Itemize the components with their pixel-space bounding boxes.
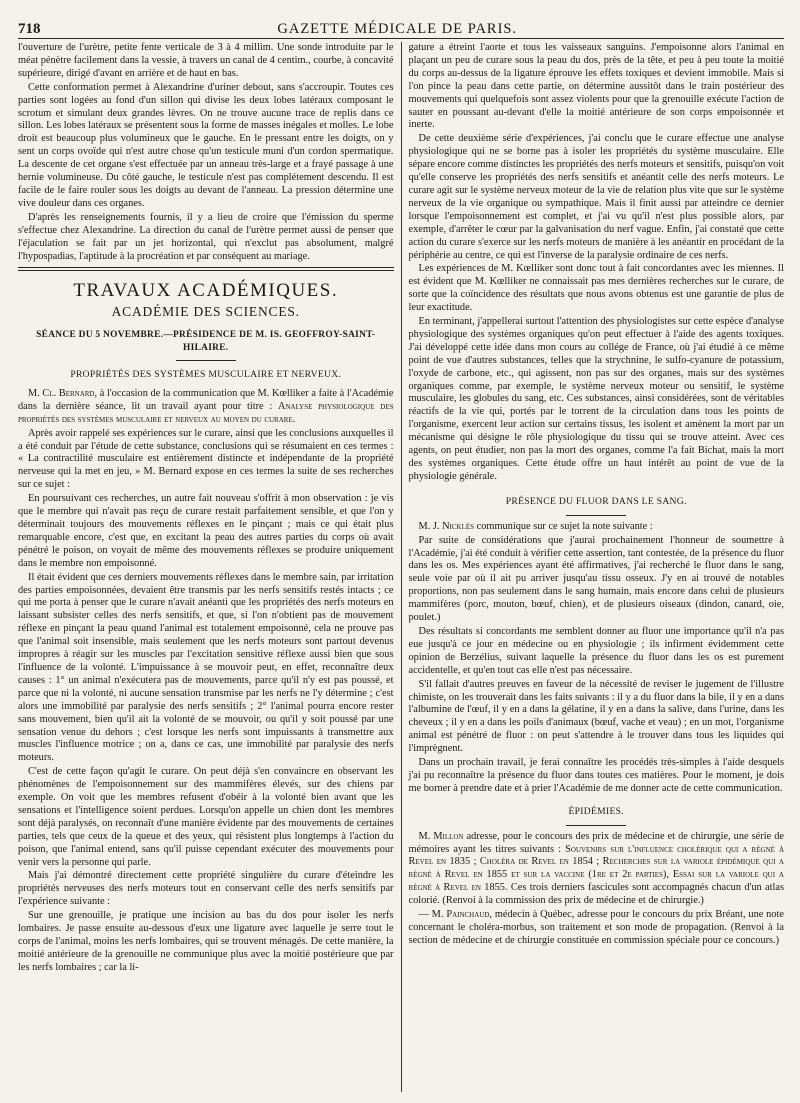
paragraph: Dans un prochain travail, je ferai connaître les procédés très-simples à l'aide desquels j'ai pu reconnaître la présence du fluor dans toutes ces matières. Pour le moment, je dois me borner à prendre date et à prier l'Académie de me donner acte de cette communication.	[408, 757, 784, 794]
author-name: M. Millon	[418, 830, 464, 842]
paragraph-text: — M.	[418, 909, 447, 921]
short-rule	[566, 825, 626, 826]
two-column-body	[18, 42, 784, 1092]
section-rule-thin	[18, 270, 394, 271]
paragraph-text: , médecin à Québec, adresse pour le concours du prix Bréant, une note concernant le choléra-morbus, son traitement et son mode de propagation. (Renvoi à la section de médecine et de chirurgie constituée en commission spéciale pour ce concours.)	[408, 909, 784, 946]
short-rule	[566, 515, 626, 516]
paragraph: Après avoir rappelé ses expériences sur le curare, ainsi que les conclusions auxquelles il a été conduit par l'étude de cette substance, conclusions qui se résumaient en ces termes : « La contractilité musculaire est entièrement distincte et indépendante de la propriété nerveuse qui la met en jeu, » M. Bernard expose en ces termes la suite de ses recherches sur ce sujet :	[18, 427, 394, 491]
paragraph: l'ouverture de l'urètre, petite fente verticale de 3 à 4 millim. Une sonde introduite par le méat pénètre facilement dans la vessie, à travers un canal de 4 centim., courbe, à concavité supérieure, dirigé d'avant en arrière et de haut en bas.	[18, 42, 394, 79]
paragraph: gature a étreint l'aorte et tous les vaisseaux sanguins. J'empoisonne alors l'animal en plaçant un peu de curare sous la peau du dos, près de la tête, et peu à peu toute la moitié du corps au-dessus de la ligature éprouve les effets toxiques et devient immobile. Mais si l'on pince la peau dans cette partie, on détermine aussitôt dans le train postérieur des mouvements qui quelquefois sont assez violents pour que la grenouille exécute l'action de sauter en poussant au-devant d'elle la moitié antérieure de son corps empoisonnée et inerte.	[408, 42, 784, 131]
short-rule	[176, 360, 236, 361]
paragraph: En terminant, j'appellerai surtout l'attention des physiologistes sur cette espèce d'analyse physiologique des systèmes organiques qu'on peut effectuer à l'aide des agents toxiques. J'ai développé cette idée dans mon cours au collége de France, où j'ai étudié à ce même point de vue d'autres substances, telles que la strychnine, le sulfo-cyanure de potassium, l'oxyde de carbone, etc., qui agissent, non pas sur des organes, mais sur des systèmes organiques comme, par exemple, le système nerveux moteur ou sensitif, le système musculaire, les globules du sang, etc. Ces substances, ainsi considérées, sont de véritables réactifs de la vie qui, portés par le torrent de la circulation dans tous les points de l'organisme, exercent leur action sur certains tissus, les isolent et amènent la mort par un mécanisme qui désigne le rôle physiologique du tissu qui se trouve atteint. Avec ces agents, on peut étudier, non pas la mort des organes, comme l'a fait Bichat, mais la mort des systèmes organiques. Cette étude offre un haut intérêt au point de vue de la physiologie générale.	[408, 316, 784, 482]
paragraph: Il était évident que ces derniers mouvements réflexes dans le membre sain, par irritation des parties empoisonnées, devaient être transmis par les nerfs sensitifs restés intacts ; ce qui me porta à penser que le curare n'avait anéanti que les propriétés des nerfs moteurs en laissant subsister celles des nerfs sensitifs, et que, si l'on n'obtient pas de mouvement réflexe en pinçant la peau quand l'animal est totalement empoisonné, cela ne prouve pas que l'animal soit insensible, mais seulement que les nerfs moteurs sont partout devenus impropres à réagir sur les muscles par l'excitation sensitive réflexe aussi bien que sous l'influence de la volonté. L'impuissance à se mouvoir peut, en effet, reconnaître deux causes : 1° un animal n'exécutera pas de mouvements, parce qu'il n'y est pas poussé, et parce que ni la volonté, ni aucune sensation transmise par les nerfs ne l'y détermine ; c'est alors une immobilité par paralysie des nerfs sensitifs ; 2° l'animal pourra encore rester sans mouvement, bien qu'il ait la volonté de se mouvoir, ou qu'il y soit poussé par une sensation venue du dehors ; c'est lorsque les nerfs sont impuissants à transmettre aux muscles l'influence motrice ; on a, dans ce cas, une immobilité par paralysie des nerfs moteurs.	[18, 571, 394, 764]
author-name: M. J. Nicklès	[418, 520, 475, 532]
right-column	[401, 42, 785, 1092]
section-heading: TRAVAUX ACADÉMIQUES.	[73, 280, 339, 302]
work-title: Analyse physiologique des propriétés des systèmes musculaire et nerveux au moyen du curare.	[18, 400, 394, 425]
paragraph-text: communique sur ce sujet la note suivante :	[474, 520, 653, 532]
author-name: M. Cl. Bernard	[28, 387, 95, 399]
article-title: PRÉSENCE DU FLUOR DANS LE SANG.	[505, 495, 687, 507]
paragraph: Sur une grenouille, je pratique une incision au bas du dos pour isoler les nerfs lombaires. Je passe ensuite au-dessous d'eux une ligature avec laquelle je serre tout le corps de l'animal, moins les nerfs lombaires, qui se trouvent ménagés. De cette manière, la moitié antérieure de la grenouille ne communique plus avec la moitié postérieure que par les nerfs lombaires ; car la li-	[18, 910, 394, 973]
running-header	[18, 14, 784, 39]
paragraph: Cette conformation permet à Alexandrine d'uriner debout, sans s'accroupir. Toutes ces parties sont logées au fond d'un sillon qui divise les deux lobes latéraux composant le scrotum et simulant deux grandes lèvres. On ne trouve aucune trace de replis dans ce sillon. Les lobes latéraux se présentent sous la forme de masses inégales et molles. Le lobe droit est beaucoup plus volumineux que le gauche. En le pressant entre les doigts, on y sent un corps ovoïde qui n'est autre chose qu'un testicule muni d'un cordon spermatique. La descente de cet organe s'est effectuée par un anneau très-large et a frayé passage à une hernie volumineuse. Du côté gauche, le testicule n'est pas complétement descendu. Il est facile de le faire rouler sous les doigts au devant de l'anneau. La pression détermine une vive douleur dans ces organes.	[18, 81, 394, 209]
paragraph	[409, 831, 785, 908]
section-rule	[18, 267, 394, 268]
paragraph-text: Ces trois derniers fascicules sont accompagnés chacun d'un atlas colorié. (Renvoi à la commission des prix de médecine et de chirurgie.)	[408, 882, 784, 907]
page-number: 718	[18, 21, 41, 37]
paragraph: Les expériences de M. Kœlliker sont donc tout à fait concordantes avec les miennes. Il est évident que M. Kœlliker ne connaissait pas mes dernières recherches sur le curare, de sorte que la coïncidence des résultats que nous avons obtenus est une garantie de plus de leur exactitude.	[408, 263, 784, 314]
work-titles: Souvenirs sur l'influence cholérique qui a régné à Revel en 1835 ; Choléra de Revel en 1854 ; Recherches sur la variole épidémique qui a régné à Revel en 1855 et sur la vaccine (1re et 2e parties), Essai sur la variole qui a régné à Revel en 1855.	[408, 843, 784, 894]
paragraph: Par suite de considérations que j'aurai prochainement l'honneur de soumettre à l'Académie, j'ai été conduit à vérifier cette assertion, tant contestée, de la présence du fluor dans les os. Mes expériences ayant été affirmatives, j'ai recherché le fluor dans le sang, seule voie par où il ait pu arriver jusqu'au tissu osseux. J'y en ai trouvé de notables proportions, non pas seulement dans le sang humain, mais encore dans celui de plusieurs mammifères (porc, mouton, bœuf, chien), et de plusieurs oiseaux (dindon, canard, oie, poulet.)	[408, 534, 784, 624]
paragraph	[409, 521, 785, 534]
paragraph: En poursuivant ces recherches, un autre fait nouveau s'offrit à mon observation : je vis que le membre qui n'avait pas reçu de curare restait parfaitement sensible, et que l'on y déterminait toujours des mouvements réflexes en le pinçant ; mais ce qui était plus remarquable encore, c'est que, en excitant la peau des autres parties du corps où avait pénétré le poison, on voyait de même des mouvements réflexes se produire uniquement dans le membre non empoisonné.	[18, 493, 394, 569]
paragraph: C'est de cette façon qu'agit le curare. On peut déjà s'en convaincre en observant les phénomènes de l'empoisonnement sur des mammifères élevés, sur des chiens par exemple. On voit que les membres refusent d'obéir à la volonté bien avant que les sensations et l'intelligence soient perdues. Lorsqu'on appelle un chien dont les membres sont déjà paralysés, on reconnaît d'une manière évidente par des mouvements de certaines parties, tels que ceux de la queue et des yeux, qui résistent plus longtemps à l'action du poison, que l'animal entend, sans qu'il puisse cependant exécuter des mouvements pour venir vers la personne qui parle.	[18, 766, 394, 868]
paragraph: Mais j'ai démontré directement cette propriété singulière du curare d'éteindre les propriétés nerveuses des nerfs moteurs tout en conservant celle des nerfs sensitifs par l'expérience suivante :	[18, 870, 394, 908]
left-column	[18, 42, 401, 1092]
journal-title: GAZETTE MÉDICALE DE PARIS.	[277, 21, 518, 37]
session-line: SÉANCE DU 5 NOVEMBRE.—PRÉSIDENCE DE M. IS. GEOFFROY-SAINT-HILAIRE.	[36, 330, 376, 354]
paragraph-text: adresse, pour le concours des prix de médecine et de chirurgie, une série de mémoires ayant les titres suivants :	[408, 830, 784, 855]
sub-heading: ACADÉMIE DES SCIENCES.	[111, 304, 300, 320]
article-title: PROPRIÉTÉS DES SYSTÈMES MUSCULAIRE ET NERVEUX.	[70, 369, 342, 381]
paragraph: De cette deuxième série d'expériences, j'ai conclu que le curare effectue une analyse physiologique qui ne se borne pas à isoler les propriétés du système musculaire. Elle sépare encore comme distinctes les propriétés des nerfs moteurs et sensitifs, puisqu'on voit qu'elle conserve les propriétés des nerfs sensitifs et anéantit celle des nerfs moteurs. Le curare agit sur le système nerveux moteur de la vie de relation plus vite que sur le système nerveux de la vie organique ou sympathique. Mais il finit aussi par atteindre ce dernier lorsque l'empoisonnement est complet, et j'ai vu qu'il n'est plus possible alors, par exemple, d'arrêter le cœur par la galvanisation du nerf vague. Enfin, j'ai constaté que cette action du curare s'exerce sur les nerfs moteurs de manière à les anéantir en procédant de la périphérie au centre, ce qui est l'inverse de la paralysie ordinaire de ces nerfs.	[408, 133, 784, 261]
paragraph: Des résultats si concordants me semblent donner au fluor une importance qu'il n'a pas eue jusqu'à ce jour en médecine ou en physiologie ; ils infirment évidemment cette opinion de Berzélius, suivant laquelle la présence du fluor dans les os est purement accidentelle, et qu'en tout cas elle n'est pas nécessaire.	[408, 625, 784, 676]
paragraph: D'après les renseignements fournis, il y a lieu de croire que l'émission du sperme s'effectue chez Alexandrine. La direction du canal de l'urètre permet aussi de penser que l'éjaculation se fait par un jet horizontal, qui n'exclut pas absolument, malgré l'hypospadias, l'aptitude à la procréation et par conséquent au mariage.	[18, 211, 394, 262]
paragraph	[18, 388, 394, 427]
author-name: Painchaud	[446, 909, 490, 921]
article-title: ÉPIDÉMIES.	[568, 805, 624, 817]
paragraph	[409, 909, 785, 948]
paragraph: S'il fallait d'autres preuves en faveur de la nécessité de reviser le jugement de l'illustre chimiste, on les trouverait dans les faits suivants : il y a du fluor dans la bile, il y en a dans l'albumine de l'œuf, il y en a dans la gélatine, il y en a dans la salive, dans l'urine, dans les cheveux ; il y en a dans les poils d'animaux (bœuf, vache et veau) ; en un mot, l'organisme animal est pénétré de fluor : on peut s'attendre à le trouver dans tous les liquides qui l'imprègnent.	[408, 678, 784, 755]
paragraph-text: , à l'occasion de la communication que M. Kœlliker a faite à l'Académie dans la dernière séance, lit un travail ayant pour titre :	[18, 387, 394, 412]
